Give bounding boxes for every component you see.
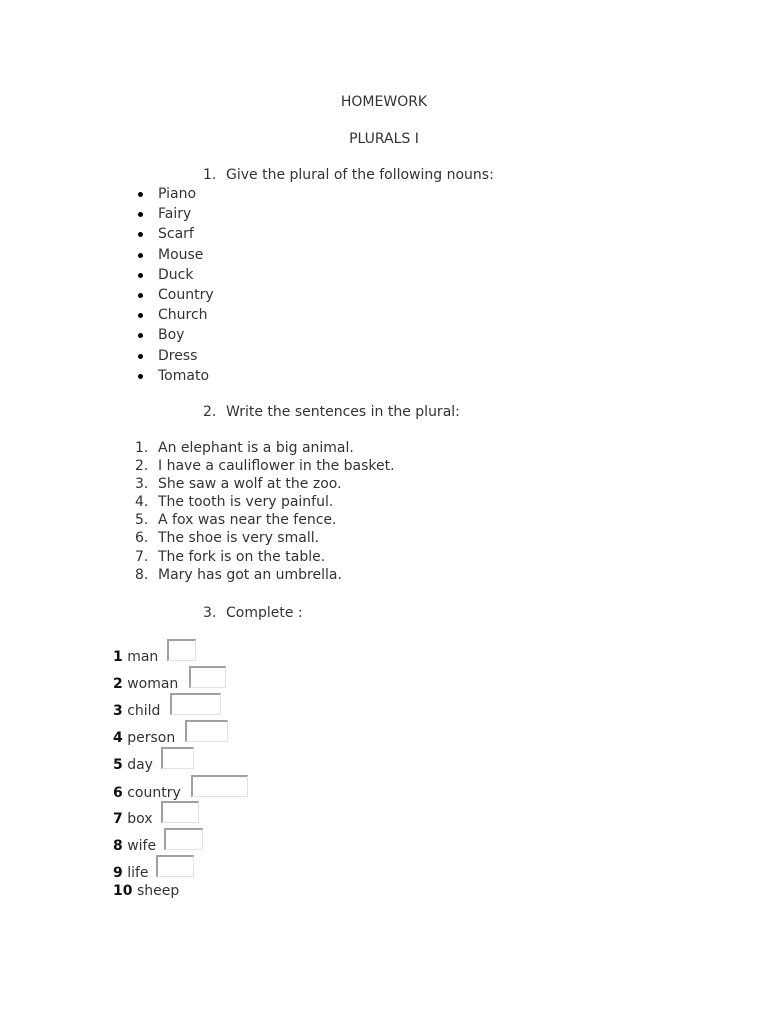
sentence-item [135,529,395,547]
item-word: man [127,649,159,665]
sentence-text: The shoe is very small. [158,530,320,547]
sentence-text: Mary has got an umbrella. [158,566,342,583]
noun-item: Scarf [158,224,214,244]
answer-input-4[interactable] [185,720,228,742]
sentence-item [135,511,395,529]
item-word: country [127,785,181,801]
sentence-text: The fork is on the table. [158,548,326,565]
item-number: 3 [113,703,123,719]
complete-item-1 [113,648,158,666]
sentence-text: She saw a wolf at the zoo. [158,476,342,493]
complete-item-5 [113,756,153,774]
section-2-heading [203,403,460,421]
item-number: 5 [113,757,123,773]
noun-item: Piano [158,184,214,204]
noun-item: Boy [158,325,214,345]
answer-input-5[interactable] [161,747,194,769]
section-3-number: 3. [203,605,217,621]
answer-input-7[interactable] [161,801,199,823]
sentence-text: An elephant is a big animal. [158,440,354,456]
item-word: person [127,730,176,746]
answer-input-2[interactable] [189,666,226,688]
noun-item: Country [158,285,214,305]
item-number: 9 [113,865,123,881]
section-2-title: Write the sentences in the plural: [226,404,460,420]
item-number: 1 [113,649,123,665]
section-2-number: 2. [203,404,217,420]
complete-item-4 [113,729,175,747]
item-number: 6 [113,785,123,801]
sentence-number: 8. [135,566,149,583]
sentence-item [135,493,395,511]
noun-item: Mouse [158,245,214,265]
item-number: 4 [113,730,123,746]
noun-list [158,184,214,386]
item-word: woman [127,676,179,692]
sentence-number: 1. [135,440,149,456]
item-word: life [127,865,149,881]
section-1-heading [203,166,494,184]
item-word: box [127,811,153,827]
noun-item: Dress [158,346,214,366]
item-word: day [127,757,153,773]
complete-item-7 [113,810,153,828]
sentence-text: A fox was near the fence. [158,512,337,529]
complete-item-6 [113,784,181,802]
noun-item: Fairy [158,204,214,224]
sentence-list [135,439,395,584]
item-word: sheep [136,883,180,899]
complete-item-9 [113,864,149,882]
noun-item: Church [158,305,214,325]
item-number: 10 [113,883,133,899]
section-3-heading [203,604,303,622]
noun-item: Tomato [158,366,214,386]
answer-input-8[interactable] [164,828,203,850]
sentence-item [135,566,395,584]
sentence-text: I have a cauliflower in the basket. [158,458,395,475]
section-1-number: 1. [203,167,217,183]
answer-input-1[interactable] [167,639,196,661]
item-number: 8 [113,838,123,854]
item-number: 2 [113,676,123,692]
sentence-number: 7. [135,548,149,565]
sentence-number: 6. [135,530,149,547]
item-number: 7 [113,811,123,827]
item-word: child [127,703,161,719]
item-word: wife [127,838,157,854]
complete-item-10 [113,882,179,900]
page-subtitle: PLURALS I [349,131,419,147]
sentence-number: 5. [135,512,149,529]
sentence-number: 4. [135,494,149,511]
page-title: HOMEWORK [340,94,428,110]
section-1-title: Give the plural of the following nouns: [226,167,494,183]
sentence-number: 3. [135,476,149,493]
sentence-item [135,439,395,457]
sentence-item [135,548,395,566]
sentence-item [135,457,395,475]
complete-item-2 [113,675,178,693]
complete-item-8 [113,837,156,855]
noun-item: Duck [158,265,214,285]
sentence-text: The tooth is very painful. [158,494,334,511]
answer-input-3[interactable] [170,693,221,715]
complete-item-3 [113,702,160,720]
sentence-item [135,475,395,493]
sentence-number: 2. [135,458,149,475]
section-3-title: Complete : [226,605,303,621]
answer-input-9[interactable] [156,855,194,877]
answer-input-6[interactable] [191,775,248,797]
